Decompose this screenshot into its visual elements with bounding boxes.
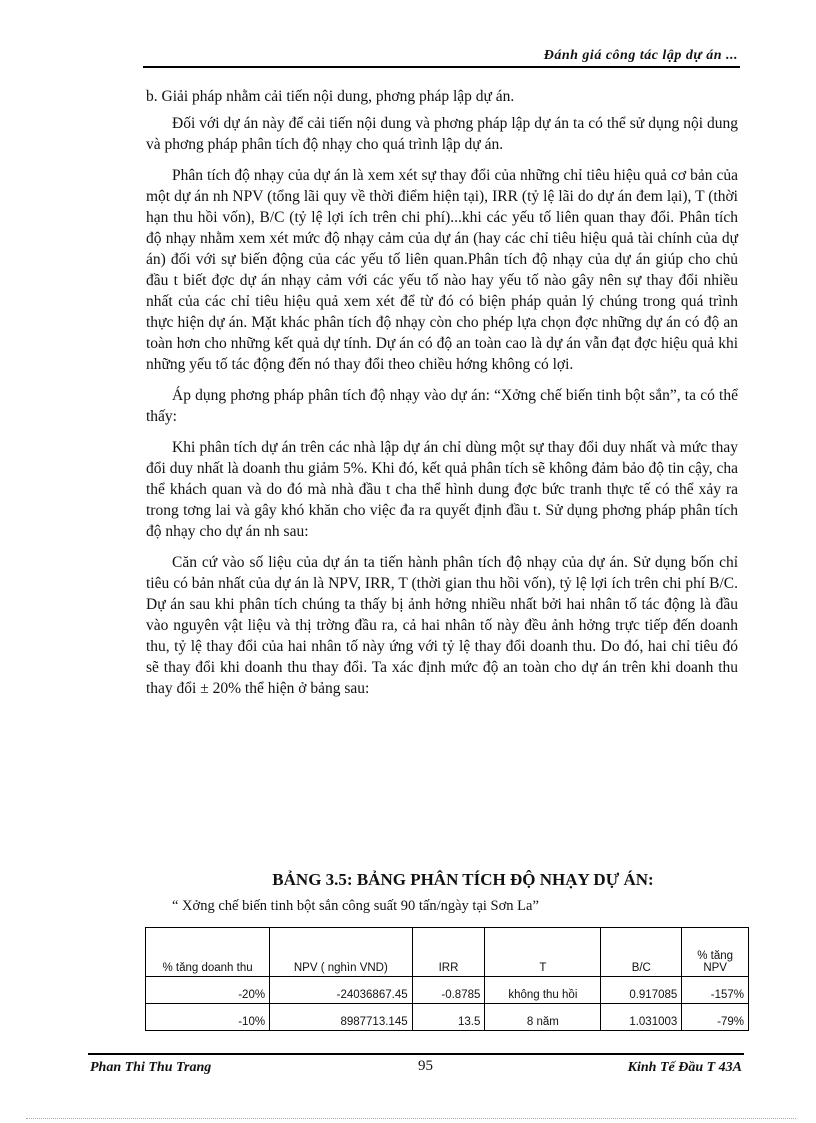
- paragraph-3: Áp dụng phơng pháp phân tích độ nhạy vào dự án: “Xởng chế biến tinh bột sắn”, ta có thể thấy:: [146, 387, 738, 425]
- table-cell: -24036867.45: [270, 977, 413, 1004]
- paragraph-1: Đối với dự án này để cải tiến nội dung và phơng pháp lập dự án ta có thể sử dụng nội dung và phơng pháp phân tích độ nhạy cho quá trình lập dự án.: [146, 115, 738, 153]
- header-cell: NPV ( nghìn VND): [270, 928, 413, 977]
- table-cell: -20%: [146, 977, 270, 1004]
- table-cell: 0.917085: [601, 977, 682, 1004]
- section-heading: b. Giải pháp nhằm cải tiến nội dung, phơng pháp lập dự án.: [146, 88, 515, 105]
- footer-class: Kinh Tế Đầu T 43A: [627, 1060, 742, 1075]
- table-row: [146, 1004, 749, 1031]
- table-title: BẢNG 3.5: BẢNG PHÂN TÍCH ĐỘ NHẠY DỰ ÁN:: [272, 870, 654, 889]
- table-cell: không thu hồi: [485, 977, 601, 1004]
- header-cell: % tăng NPV: [682, 928, 749, 977]
- body-text: [146, 86, 738, 709]
- header-rule: [143, 66, 740, 68]
- paragraph-5: Căn cứ vào số liệu của dự án ta tiến hành phân tích độ nhạy của dự án. Sử dụng bốn chỉ tiêu có bản nhất của dự án là NPV, IRR, T (thời gian thu hồi vốn), tỷ lệ lợi ích trên chi phí B/C. Dự án sau khi phân tích chúng ta thấy bị ảnh hởng nhiều nhất bởi hai nhân tố tác động là đầu vào nguyên vật liệu và thị trờng đầu ra, cả hai nhân tố này đều ảnh hởng trực tiếp đến doanh thu, tỷ lệ thay đổi của hai nhân tố này ứng với tỷ lệ thay đổi doanh thu. Do đó, hai chỉ tiêu đó sẽ thay đổi khi doanh thu thay đổi. Ta xác định mức độ an toàn cho dự án trên khi doanh thu thay đổi ± 20% thể hiện ở bảng sau:: [146, 554, 738, 697]
- table-cell: -157%: [682, 977, 749, 1004]
- header-cell: IRR: [412, 928, 485, 977]
- running-header: Đánh giá công tác lập dự án ...: [543, 48, 738, 63]
- table-subtitle: “ Xởng chế biến tinh bột sắn công suất 90 tấn/ngày tại Sơn La”: [172, 898, 539, 914]
- table-cell: -79%: [682, 1004, 749, 1031]
- paragraph-4: Khi phân tích dự án trên các nhà lập dự án chỉ dùng một sự thay đổi duy nhất và mức thay đổi duy nhất là doanh thu giảm 5%. Khi đó, kết quả phân tích sẽ không đảm bảo độ tin cậy, cha thể khách quan và do đó mà nhà đầu t cha thể hình dung đợc bức tranh thực tế có thể xảy ra trong tơng lai và gây khó khăn cho việc đa ra quyết định đầu t. Sử dụng phơng pháp phân tích độ nhạy cho dự án nh sau:: [146, 439, 738, 540]
- table-cell: 8987713.145: [270, 1004, 413, 1031]
- header-cell: T: [485, 928, 601, 977]
- table-header-row: [146, 928, 749, 977]
- footer-rule: [88, 1053, 744, 1055]
- table-cell: -0.8785: [412, 977, 485, 1004]
- paragraph-2: Phân tích độ nhạy của dự án là xem xét sự thay đổi của những chỉ tiêu hiệu quả cơ bản của một dự án nh NPV (tổng lãi quy về thời điểm hiện tại), IRR (tỷ lệ lãi do dự án đem lại), T (thời hạn thu hồi vốn), B/C (tỷ lệ lợi ích trên chi phí)...khi các yếu tố liên quan thay đổi. Phân tích độ nhạy nhằm xem xét mức độ nhạy cảm của dự án (hay các chỉ tiêu hiệu quả tài chính của dự án) đối với sự biến động của các yếu tố liên quan.Phân tích độ nhạy của dự án giúp cho chủ đầu t biết đợc dự án nhạy cảm với các yếu tố nào hay yếu tố nào gây nên sự thay đổi nhiều nhất của các chỉ tiêu hiệu quả xem xét để từ đó có biện pháp quản lý chúng trong quá trình thực hiện dự án. Mặt khác phân tích độ nhạy còn cho phép lựa chọn đợc những dự án có độ an toàn hơn cho những kết quả dự tính. Dự án có độ an toàn cao là dự án vẫn đạt đợc hiệu quả khi những yếu tố tác động đến nó thay đổi theo chiều hớng không có lợi.: [146, 167, 738, 373]
- table-cell: 1.031003: [601, 1004, 682, 1031]
- page-bottom-divider: [26, 1118, 796, 1119]
- table-cell: -10%: [146, 1004, 270, 1031]
- footer-author: Phan Thi Thu Trang: [90, 1060, 212, 1075]
- sensitivity-table: [145, 927, 749, 1031]
- header-cell: % tăng doanh thu: [146, 928, 270, 977]
- table-row: [146, 977, 749, 1004]
- page-number: 95: [418, 1058, 433, 1074]
- header-cell: B/C: [601, 928, 682, 977]
- table-cell: 13.5: [412, 1004, 485, 1031]
- table-cell: 8 năm: [485, 1004, 601, 1031]
